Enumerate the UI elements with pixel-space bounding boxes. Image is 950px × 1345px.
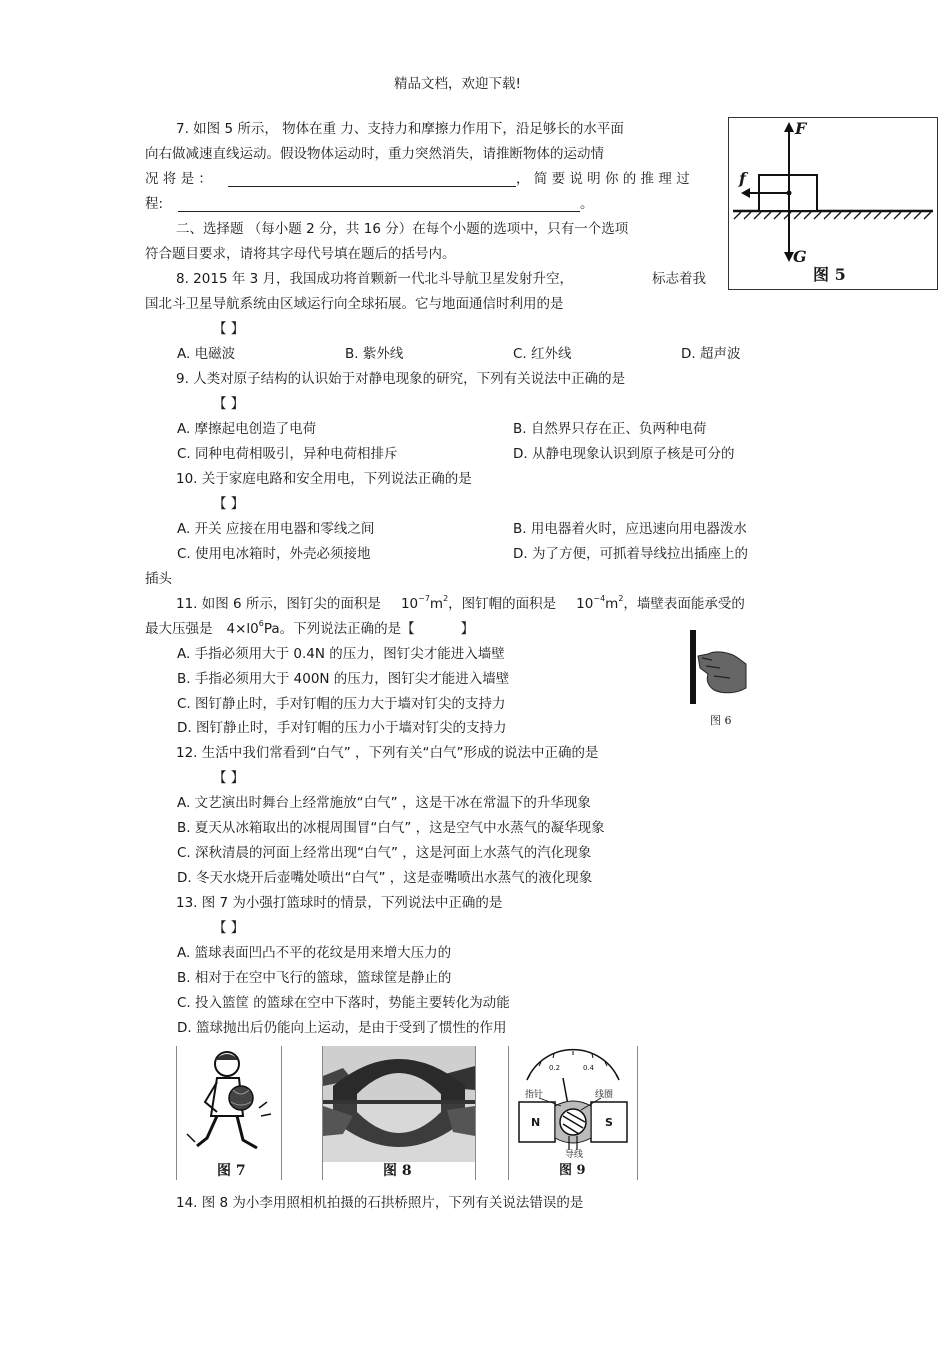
- q7-answer-blank-2[interactable]: [178, 211, 580, 212]
- q11-max-pressure-value: 4×l0: [226, 621, 259, 637]
- q11-tip-area-value: 10: [400, 596, 419, 612]
- q8-option-c: C. 红外线: [513, 346, 572, 362]
- q11-option-c: C. 图钉静止时，手对钉帽的压力大于墙对钉尖的支持力: [177, 696, 506, 712]
- q13-answer-bracket[interactable]: 【 】: [213, 920, 245, 936]
- q10-option-b: B. 用电器着火时，应迅速向用电器泼水: [513, 521, 747, 537]
- q13-option-a: A. 篮球表面凹凸不平的花纹是用来增大压力的: [177, 945, 452, 961]
- q11-stem-b: ，图钉帽的面积是: [448, 596, 557, 612]
- q12-option-a: A. 文艺演出时舞台上经常施放“白气” ，这是干冰在常温下的升华现象: [177, 795, 591, 811]
- figure-7: [176, 1046, 282, 1180]
- figure-9-diagram: [509, 1046, 637, 1162]
- figure-5: [728, 117, 938, 290]
- q8-option-a: A. 电磁波: [177, 346, 236, 362]
- q13-stem: 13. 图 7 为小强打篮球时的情景，下列说法中正确的是: [176, 895, 503, 911]
- q8-stem-a: 8. 2015 年 3 月，我国成功将首颗新一代北斗导航卫星发射升空，: [176, 271, 573, 287]
- q10-option-a: A. 开关 应接在用电器和零线之间: [177, 521, 375, 537]
- q12-answer-bracket[interactable]: 【 】: [213, 770, 245, 786]
- q10-option-c: C. 使用电冰箱时，外壳必须接地: [177, 546, 371, 562]
- q7-line4-end: 。: [580, 196, 594, 212]
- q11-line2-b: Pa。下列说法正确的是【: [263, 621, 415, 637]
- figure-9-caption: 图 9: [559, 1163, 586, 1178]
- figure-7-illustration: [177, 1046, 281, 1164]
- q8-option-b: B. 紫外线: [345, 346, 404, 362]
- force-f-label: f: [739, 169, 746, 188]
- q11-answer-bracket-close[interactable]: 】: [460, 621, 475, 637]
- q11-option-b: B. 手指必须用大于 400N 的压力，图钉尖才能进入墙壁: [177, 671, 510, 687]
- q12-option-c: C. 深秋清晨的河面上经常出现“白气” ，这是河面上水蒸气的汽化现象: [177, 845, 592, 861]
- figure-6-caption: 图 6: [710, 714, 732, 727]
- q10-option-d: D. 为了方便，可抓着导线拉出插座上的: [513, 546, 748, 562]
- q8-answer-bracket[interactable]: 【 】: [213, 321, 245, 337]
- figure-9-coil-label: 线圈: [595, 1090, 614, 1100]
- q11-tip-area-unit-sq: 2: [443, 594, 449, 603]
- section2-line2: 符合题目要求，请将其字母代号填在题后的括号内。: [145, 246, 456, 262]
- q13-option-d: D. 篮球抛出后仍能向上运动，是由于受到了惯性的作用: [177, 1020, 507, 1036]
- q11-cap-area-exp: −4: [593, 594, 606, 603]
- figure-9-pointer-label: 指针: [525, 1090, 544, 1100]
- q12-option-b: B. 夏天从冰箱取出的冰棍周围冒“白气” ，这是空气中水蒸气的凝华现象: [177, 820, 605, 836]
- figure-7-caption: 图 7: [217, 1163, 246, 1179]
- q12-stem: 12. 生活中我们常看到“白气” ，下列有关“白气”形成的说法中正确的是: [176, 745, 599, 761]
- q11-cap-area-value: 10: [576, 596, 594, 612]
- figure-9-scale-0-2: 0.2: [549, 1064, 561, 1072]
- q7-line2: 向右做减速直线运动。假设物体运动时，重力突然消失，请推断物体的运动情: [145, 146, 604, 162]
- q10-answer-bracket[interactable]: 【 】: [213, 496, 245, 512]
- q11-cap-area-unit: m: [605, 596, 619, 612]
- figure-8-photo: [323, 1046, 475, 1162]
- q11-stem-a: 11. 如图 6 所示，图钉尖的面积是: [176, 596, 381, 612]
- figure-9-scale-0-4: 0.4: [583, 1064, 595, 1072]
- q11-max-pressure-exp: 6: [258, 619, 264, 628]
- figure-9: [508, 1046, 638, 1180]
- page-header: 精品文档，欢迎下载!: [394, 76, 521, 92]
- section2-line1: 二、选择题 （每小题 2 分，共 16 分）在每个小题的选项中，只有一个选项: [176, 221, 629, 237]
- figure-6-illustration: [686, 628, 750, 718]
- figure-5-caption: 图 5: [813, 265, 846, 284]
- q11-line2-a: 最大压强是: [145, 621, 213, 637]
- q9-stem: 9. 人类对原子结构的认识始于对静电现象的研究，下列有关说法中正确的是: [176, 371, 626, 387]
- q11-option-d: D. 图钉静止时，手对钉帽的压力小于墙对钉尖的支持力: [177, 720, 507, 736]
- q8-option-d: D. 超声波: [681, 346, 741, 362]
- q9-option-d: D. 从静电现象认识到原子核是可分的: [513, 446, 735, 462]
- figure-8-caption: 图 8: [383, 1163, 412, 1179]
- q9-option-a: A. 摩擦起电创造了电荷: [177, 421, 317, 437]
- q7-line4-label: 程:: [145, 196, 164, 212]
- figure-5-diagram: [729, 118, 937, 289]
- figure-9-magnet-S: S: [605, 1116, 613, 1129]
- q11-option-a: A. 手指必须用大于 0.4N 的压力，图钉尖才能进入墙壁: [177, 646, 505, 662]
- q14-stem: 14. 图 8 为小李用照相机拍摄的石拱桥照片，下列有关说法错误的是: [176, 1195, 584, 1211]
- q7-line3-label: 况 将 是 ：: [145, 171, 212, 187]
- q13-option-b: B. 相对于在空中飞行的篮球，篮球筐是静止的: [177, 970, 452, 986]
- q13-option-c: C. 投入篮筐 的篮球在空中下落时，势能主要转化为动能: [177, 995, 510, 1011]
- q11-tip-area-unit: m: [429, 596, 444, 612]
- q10-option-d-wrap: 插头: [145, 571, 172, 587]
- q9-option-b: B. 自然界只存在正、负两种电荷: [513, 421, 707, 437]
- q7-answer-blank-1[interactable]: [228, 186, 516, 187]
- q7-line3-tail: ， 简 要 说 明 你 的 推 理 过: [516, 171, 690, 187]
- q7-line1: 7. 如图 5 所示， 物体在重 力、支持力和摩擦力作用下，沿足够长的水平面: [176, 121, 624, 137]
- q12-option-d: D. 冬天水烧开后壶嘴处喷出“白气” ，这是壶嘴喷出水蒸气的液化现象: [177, 870, 593, 886]
- q9-option-c: C. 同种电荷相吸引，异种电荷相排斥: [177, 446, 398, 462]
- q9-answer-bracket[interactable]: 【 】: [213, 396, 245, 412]
- q11-stem-line2: [145, 620, 474, 638]
- q10-stem: 10. 关于家庭电路和安全用电，下列说法正确的是: [176, 471, 472, 487]
- figure-9-magnet-N: N: [531, 1116, 541, 1129]
- figure-6: [686, 628, 750, 730]
- force-G-label: G: [793, 247, 807, 266]
- q11-tip-area-exp: −7: [418, 594, 430, 603]
- q11-stem-c: ，墙壁表面能承受的: [623, 596, 745, 612]
- q8-stem-line2: 国北斗卫星导航系统由区域运行向全球拓展。它与地面通信时利用的是: [145, 296, 564, 312]
- q11-cap-area-unit-sq: 2: [618, 594, 624, 603]
- q8-stem-b: 标志着我: [652, 271, 706, 287]
- force-F-label: F: [795, 119, 807, 138]
- figure-8: [322, 1046, 476, 1180]
- figure-9-wire-label: 导线: [565, 1150, 584, 1160]
- q11-stem-line1: [176, 595, 745, 613]
